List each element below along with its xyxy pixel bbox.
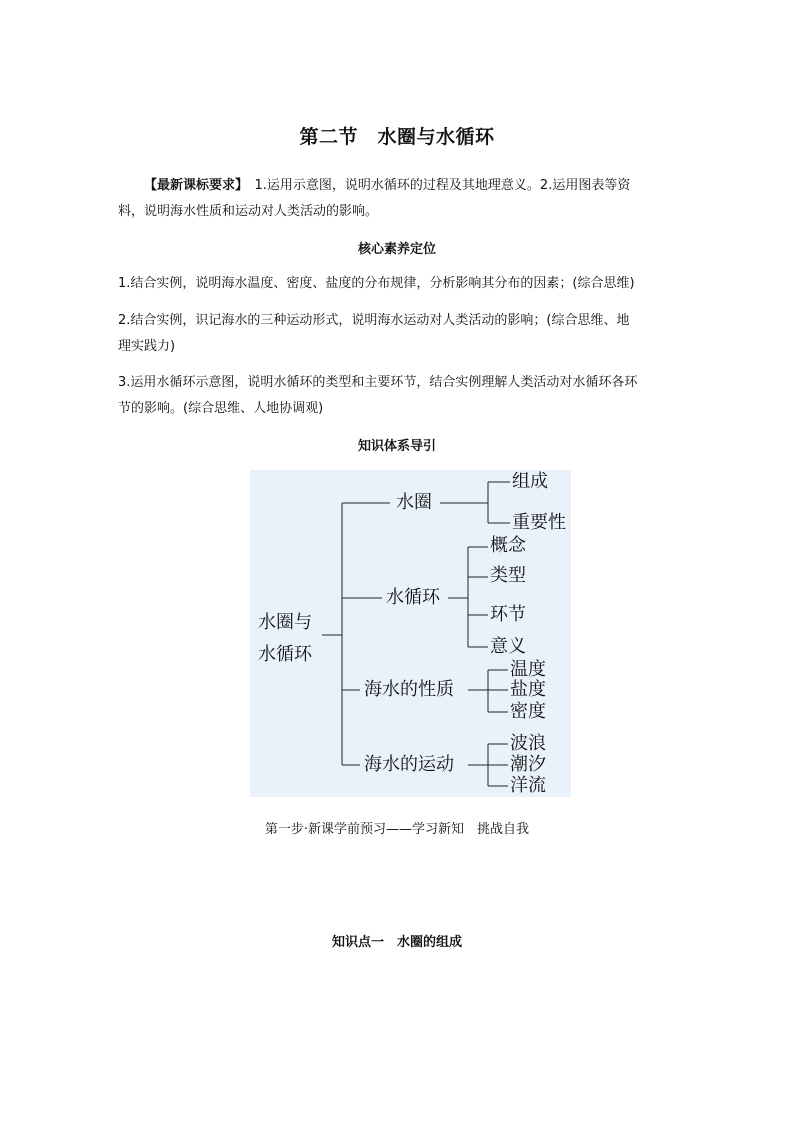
branch-seawater-motion: 海水的运动 (364, 754, 454, 775)
knowledge-system-heading: 知识体系导引 (357, 439, 436, 454)
leaf-importance: 重要性 (512, 512, 566, 533)
leaf-links: 环节 (490, 604, 526, 625)
requirements-line-1: 【最新课标要求】 1.运用示意图，说明水循环的过程及其地理意义。2.运用图表等资 (144, 178, 631, 193)
leaf-salinity: 盐度 (510, 679, 546, 700)
core-item-2: 2.结合实例，识记海水的三种运动形式，说明海水运动对人类活动的影响；(综合思维、地 理实践力) (118, 313, 630, 354)
step-caption: 第一步·新课学前预习——学习新知 挑战自我 (264, 822, 530, 837)
leaf-waves: 波浪 (510, 733, 546, 754)
tree-root-line-2: 水循环 (258, 644, 312, 665)
requirements-line-2: 料，说明海水性质和运动对人类活动的影响。 (118, 204, 379, 219)
requirements-tag: 【最新课标要求】 (144, 178, 242, 193)
page-title: 第二节 水圈与水循环 (299, 126, 495, 148)
leaf-composition: 组成 (512, 471, 548, 492)
leaf-currents: 洋流 (510, 775, 546, 796)
tree-root-line-1: 水圈与 (258, 612, 312, 633)
leaf-concept: 概念 (490, 535, 526, 556)
core-item-1: 1.结合实例，说明海水温度、密度、盐度的分布规律，分析影响其分布的因素；(综合思维) (118, 276, 635, 291)
core-literacy-heading: 核心素养定位 (357, 242, 436, 257)
leaf-tides: 潮汐 (510, 754, 546, 775)
curriculum-requirements (118, 173, 684, 225)
leaf-density: 密度 (510, 701, 546, 722)
knowledge-point-heading: 知识点一 水圈的组成 (331, 935, 462, 950)
leaf-significance: 意义 (490, 636, 526, 657)
branch-water-cycle: 水循环 (386, 587, 440, 608)
knowledge-tree-diagram (250, 470, 571, 797)
leaf-types: 类型 (490, 565, 526, 586)
branch-hydrosphere: 水圈 (396, 492, 432, 513)
leaf-temperature: 温度 (510, 659, 546, 680)
core-item-3: 3.运用水循环示意图，说明水循环的类型和主要环节，结合实例理解人类活动对水循环各环 节的影响。(综合思维、人地协调观) (118, 375, 638, 416)
branch-seawater-properties: 海水的性质 (364, 679, 454, 700)
